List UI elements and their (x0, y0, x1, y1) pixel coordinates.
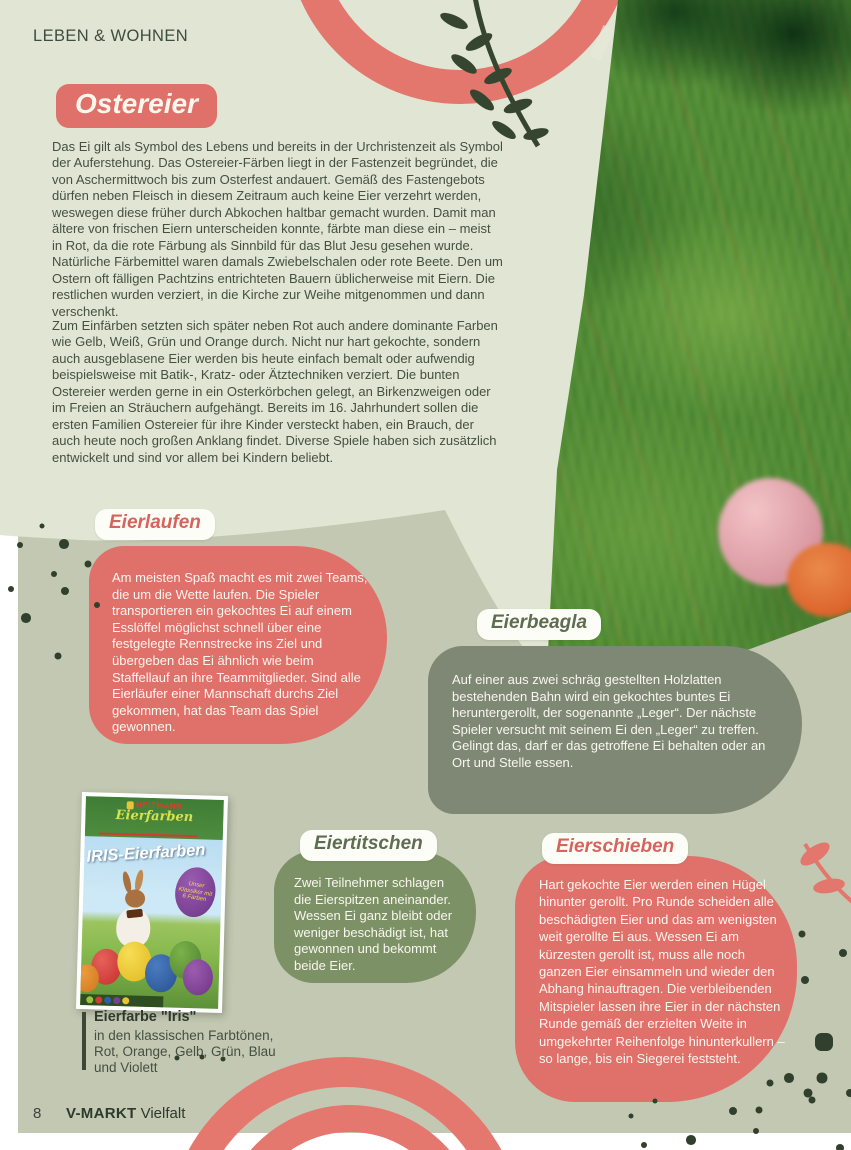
caption-title: Eierfarbe "Iris" (94, 1009, 197, 1025)
eierlaufen-card (89, 546, 387, 744)
eierlaufen-heading: Eierlaufen (95, 509, 215, 540)
brand-script: Eierfarben (115, 807, 194, 826)
eierbeagla-heading: Eierbeagla (477, 609, 601, 640)
eierlaufen-text: Am meisten Spaß macht es mit zwei Teams, die um die Wette laufen. Die Spieler transportieren ein gekochtes Ei auf einem Esslöffel möglichst schnell über eine festgelegte Rennstrecke ins Ziel und übergeben das Ei ähnlich wie beim Staffellauf an ihre Teammitglieder. Sind alle Eierläufer einer Mannschaft durchs Ziel gekommen, hat das Team das Spiel gewonnen. (112, 570, 368, 735)
eierschieben-heading: Eierschieben (542, 833, 688, 864)
package-title: IRIS-Eierfarben (85, 840, 206, 866)
eierschieben-text: Hart gekochte Eier werden einen Hügel hinunter gerollt. Pro Runde scheiden alle beschädigten Eier und das am wenigsten weit gerollte Ei aus. Wessen Ei am kürzesten gerollt ist, muss alle noch ganzen Eier einsammeln und wieder den Abhang hinauftragen. Die verbleibenden Mitspieler lassen ihre Eier in der nächsten Runde gemäß der erzielten Weite in umgekehrter Reihenfolge hinunterkullern – so lange, bis ein Siegerei feststeht. (539, 877, 785, 1067)
decor-dots (0, 0, 4, 4)
branch-icon (424, 0, 554, 151)
intro-paragraph-2: Zum Einfärben setzten sich später neben Rot auch andere dominante Farben wie Gelb, Weiß, Grün und Orange durch. Nicht nur hart gekochte, sondern auch ausgeblasene Eier werden bis heute einfach bemalt oder aufwendig beispielsweise mit Batik-, Kratz- oder Ätztechniken verziert. Die bunten Ostereier werden gerne in ein Osterkörbchen gelegt, an Birkenzweigen oder im Freien an Sträuchern aufgehängt. Bereits im 16. Jahrhundert sollen die ersten Familien Ostereier für ihre Kinder versteckt haben, ein Brauch, der auch heute noch großen Anklang findet. Diverse Spiele haben sich zusätzlich entwickelt und sind vor allem bei Kindern beliebt. (52, 318, 498, 465)
red-sprig-icon (799, 836, 851, 930)
eierbeagla-card (428, 646, 802, 814)
package-badge: Unser Klassiker mit 6 Farben (171, 864, 219, 920)
eierbeagla-text: Auf einer aus zwei schräg gestellten Holzlatten bestehenden Bahn wird ein gekochtes buntes Ei heruntergerollt, der sogenannte „Leger“. Der nächste Spieler versucht mit seinem Ei den „Leger“ zu treffen. Gelingt das, darf er das getroffene Ei behalten oder an Ort und Stelle essen. (452, 672, 766, 770)
section-label: LEBEN & WOHNEN (33, 27, 189, 45)
footer-brand-name: V-MARKT (66, 1105, 137, 1122)
bunny-head (125, 889, 145, 908)
product-packshot (76, 792, 228, 1013)
product-package (80, 796, 224, 1009)
intro-paragraph-1: Das Ei gilt als Symbol des Lebens und bereits in der Urchristenzeit als Symbol der Auferstehung. Das Ostereier-Färben liegt in der Fastenzeit begründet, die von Aschermittwoch bis zum Osterfest andauert. Gemäß des Fastengebots dürfen neben Fleisch in diesem Zeitraum auch keine Eier verzehrt werden, weswegen diese früher durch Abkochen haltbar gemacht wurden. Damit man ältere von frischen Eiern unterscheiden konnte, färbte man diese ein – meist in Rot, da die rote Färbung als Sinnbild für das Blut Jesu gesehen wurde. Natürliche Färbemittel waren damals Zwiebelschalen oder rote Beete. Den um Ostern oft fälligen Pachtzins entrichteten Bauern üblicherweise mit Eiern. Die restlichen wurden verziert, in die Kirche zur Weihe mitgenommen und dann verschenkt. (52, 139, 503, 319)
footer-brand-suffix: Vielfalt (140, 1105, 186, 1122)
footer-brand (66, 1105, 185, 1122)
eierschieben-card (515, 856, 797, 1102)
caption-rule (82, 1012, 86, 1070)
page-number: 8 (33, 1105, 42, 1122)
brand-name: HEITMANN (135, 800, 183, 811)
page-title: Ostereier (56, 84, 217, 128)
eiertitschen-card (274, 851, 476, 983)
eiertitschen-text: Zwei Teilnehmer schlagen die Eierspitzen aneinander. Wessen Ei ganz bleibt oder weniger beschädigt ist, hat gewonnen und bekommt beide Eier. (294, 875, 453, 973)
eiertitschen-heading: Eiertitschen (300, 830, 437, 861)
purple-egg (182, 959, 213, 996)
caption-text: in den klassischen Farbtönen, Rot, Orange, Gelb, Grün, Blau und Violett (94, 1028, 276, 1076)
product-caption (94, 1009, 290, 1077)
